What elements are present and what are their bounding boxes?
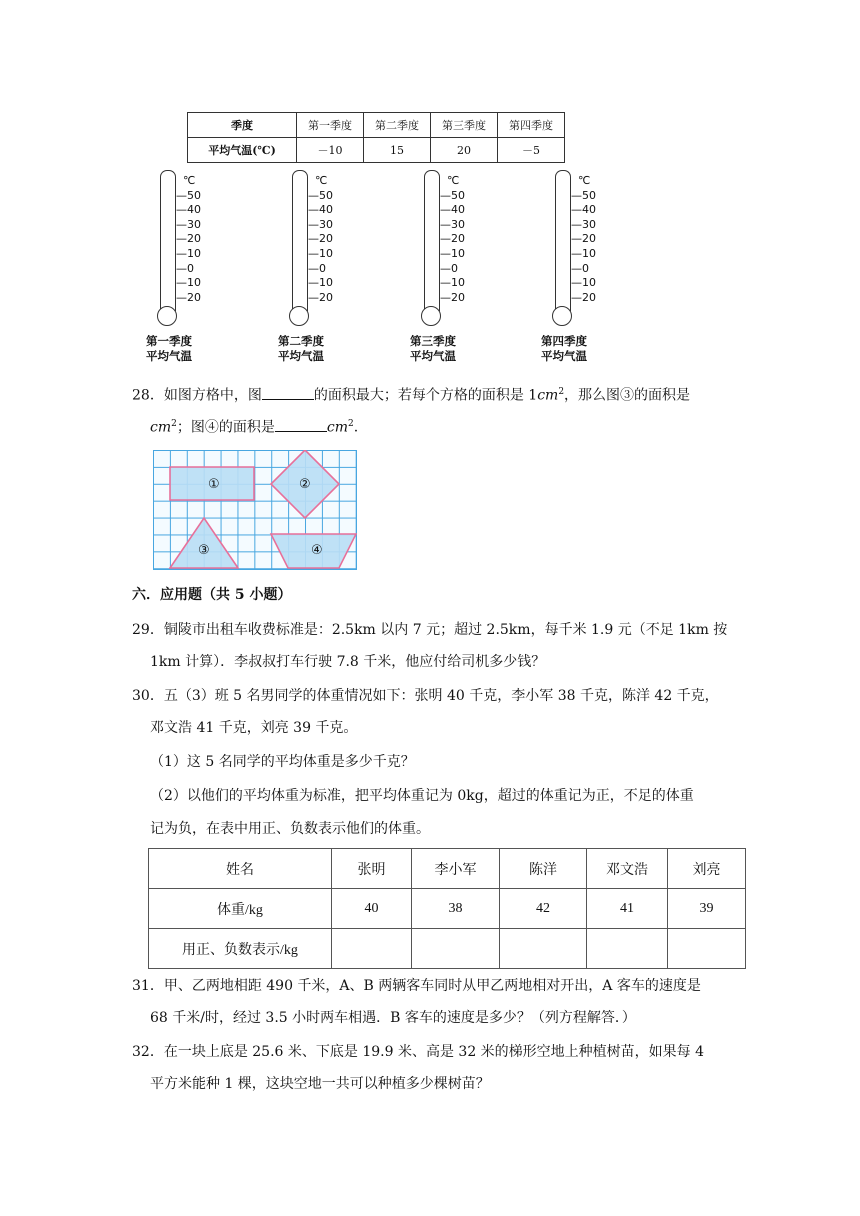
shape-label: ④ [311,543,323,558]
season-cell: 第三季度 [431,113,498,138]
season-cell: 第二季度 [364,113,431,138]
thermometer-label: 第二季度 平均气温 [278,334,324,363]
thermometer-tube [555,170,571,311]
table-header-cell: 季度 [188,113,297,138]
question-30-line2: 邓文浩 41 千克，刘亮 39 千克。 [150,720,358,736]
section-heading: 六．应用题（共 5 小题） [132,587,292,603]
thermometer-bulb [289,306,309,326]
table-header-cell: 陈洋 [500,849,587,889]
thermometer-1 [146,168,248,368]
temp-cell: 15 [364,138,431,163]
table-cell: 40 [332,889,412,929]
thermometer-bulb [421,306,441,326]
question-31-line2: 68 千米/时，经过 3.5 小时两车相遇．B 客车的速度是多少？（列方程解答．） [150,1010,636,1026]
thermometer-label: 第四季度 平均气温 [541,334,587,363]
thermometer-tube [160,170,176,311]
shape-label: ③ [198,543,210,558]
thermometer-scale: ℃ —50 —40 —30 —20 —10 —0 —10 —20 [440,174,465,304]
table-header-cell: 邓文浩 [587,849,668,889]
answer-cell[interactable] [412,929,500,969]
shape-label: ② [299,477,311,492]
question-29-line2: 1km 计算）．李叔叔打车行驶 7.8 千米，他应付给司机多少钱？ [150,654,546,670]
weight-table [148,848,746,969]
question-30-sub2: （2）以他们的平均体重为标准，把平均体重记为 0kg，超过的体重记为正，不足的体重 [150,788,694,804]
question-32-line2: 平方米能种 1 棵，这块空地一共可以种植多少棵树苗？ [150,1076,490,1092]
season-cell: 第一季度 [297,113,364,138]
answer-cell[interactable] [500,929,587,969]
table-cell: 39 [668,889,746,929]
row-label: 用正、负数表示/kg [149,929,332,969]
season-cell: 第四季度 [498,113,565,138]
thermometer-scale: ℃ —50 —40 —30 —20 —10 —0 —10 —20 [571,174,596,304]
answer-blank[interactable] [262,385,314,400]
table-cell: 42 [500,889,587,929]
question-29: 29．铜陵市出租车收费标准是：2.5km 以内 7 元；超过 2.5km，每千米 1.9 元（不足 1km 按 [132,622,728,638]
table-header-cell: 张明 [332,849,412,889]
table-row-label: 平均气温(℃) [188,138,297,163]
question-28-line2: $cm^2$；图④的面积是 $cm^2$. [150,414,358,438]
thermometer-bulb [552,306,572,326]
temp-cell: －5 [498,138,565,163]
table-cell: 38 [412,889,500,929]
row-label: 体重/kg [149,889,332,929]
temp-cell: －10 [297,138,364,163]
table-cell: 41 [587,889,668,929]
thermometer-2 [278,168,380,368]
thermometer-4 [541,168,643,368]
thermometer-label: 第一季度 平均气温 [146,334,192,363]
thermometer-tube [424,170,440,311]
table-header-cell: 李小军 [412,849,500,889]
thermometer-bulb [157,306,177,326]
answer-cell[interactable] [587,929,668,969]
answer-blank[interactable] [275,417,327,432]
question-30: 30．五（3）班 5 名男同学的体重情况如下：张明 40 千克，李小军 38 千克，陈洋 42 千克， [132,688,719,704]
thermometer-label: 第三季度 平均气温 [410,334,456,363]
answer-cell[interactable] [332,929,412,969]
thermometer-3 [410,168,512,368]
question-32: 32．在一块上底是 25.6 米、下底是 19.9 米、高是 32 米的梯形空地上种植树苗，如果每 4 [132,1044,705,1060]
temperature-table [187,112,565,163]
thermometer-tube [292,170,308,311]
answer-cell[interactable] [668,929,746,969]
question-30-sub1: （1）这 5 名同学的平均体重是多少千克？ [150,754,415,770]
question-30-sub2-line2: 记为负，在表中用正、负数表示他们的体重。 [150,821,430,837]
question-31: 31．甲、乙两地相距 490 千米，A、B 两辆客车同时从甲乙两地相对开出，A 客车的速度是 [132,978,701,994]
question-28: 28．如图方格中，图 的面积最大；若每个方格的面积是 $1cm^2$，那么图③的面积是 [132,382,690,406]
table-header-cell: 刘亮 [668,849,746,889]
thermometer-scale: ℃ —50 —40 —30 —20 —10 —0 —10 —20 [308,174,333,304]
thermometer-scale: ℃ —50 —40 —30 —20 —10 —0 —10 —20 [176,174,201,304]
shape-label: ① [208,477,220,492]
grid-shapes [153,450,357,570]
table-header-cell: 姓名 [149,849,332,889]
temp-cell: 20 [431,138,498,163]
